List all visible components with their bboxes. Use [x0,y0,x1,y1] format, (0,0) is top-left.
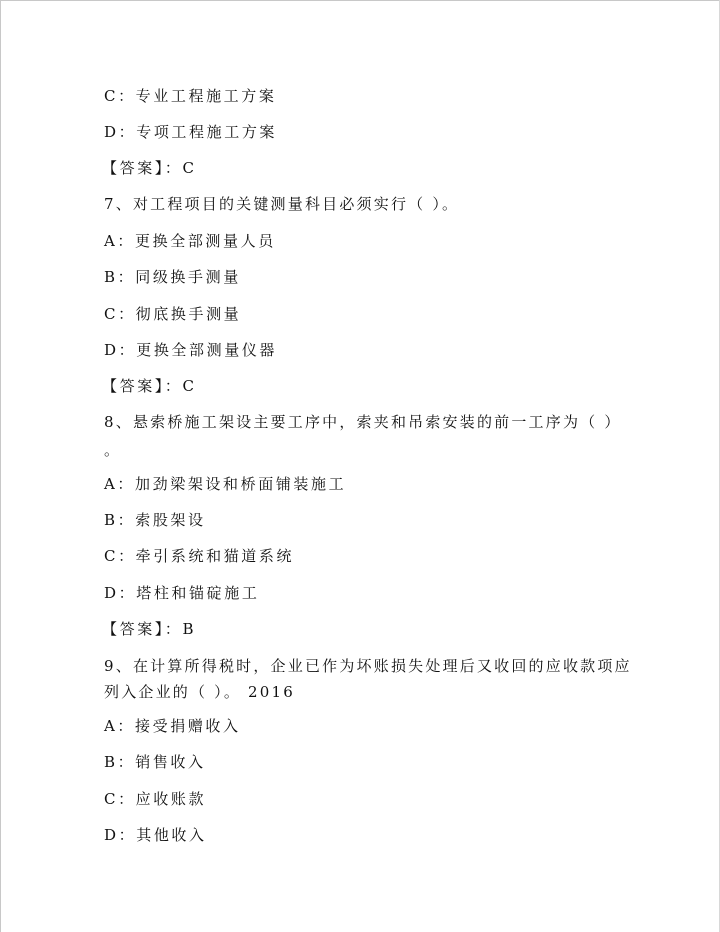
page-top-edge [0,0,720,1]
q8-question-line1: 8、悬索桥施工架设主要工序中，索夹和吊索安装的前一工序为（ ） [104,413,622,431]
q9-question-line2: 列入企业的（ ）。 2016 [104,683,296,701]
q8-option-a: A：加劲梁架设和桥面铺装施工 [104,475,347,493]
q8-answer: 【答案】：B [102,620,197,638]
q9-question-line1: 9、在计算所得税时，企业已作为坏账损失处理后又收回的应收款项应 [104,657,632,675]
q7-option-b: B：同级换手测量 [104,268,241,286]
q9-option-b: B：销售收入 [104,753,206,771]
q6-option-d: D：专项工程施工方案 [104,123,278,141]
q8-option-d: D：塔柱和锚碇施工 [104,584,260,602]
q9-option-d: D：其他收入 [104,826,207,844]
q9-option-a: A：接受捐赠收入 [104,717,241,735]
q8-option-b: B：索股架设 [104,511,206,529]
q7-option-a: A：更换全部测量人员 [104,232,276,250]
q7-answer: 【答案】：C [102,377,197,395]
q9-option-c: C：应收账款 [104,790,207,808]
q6-answer: 【答案】：C [102,159,197,177]
q8-option-c: C：牵引系统和猫道系统 [104,547,295,565]
q6-option-c: C：专业工程施工方案 [104,87,277,105]
q8-question-line2: 。 [104,441,122,459]
q7-option-c: C：彻底换手测量 [104,305,242,323]
q7-question: 7、对工程项目的关键测量科目必须实行（ ）。 [104,195,460,213]
q7-option-d: D：更换全部测量仪器 [104,341,278,359]
page-left-edge [0,0,1,932]
